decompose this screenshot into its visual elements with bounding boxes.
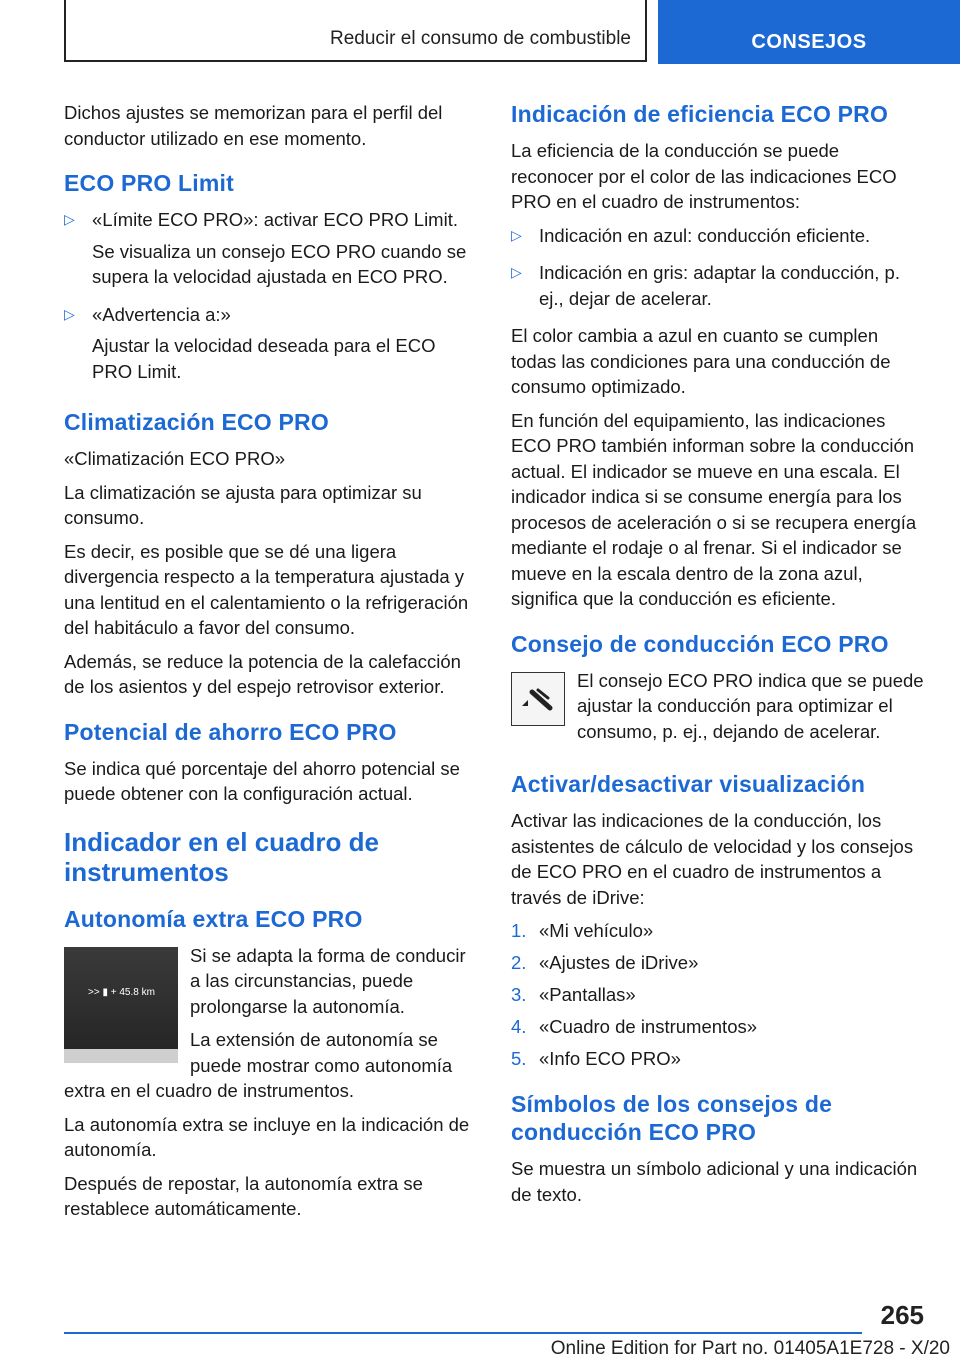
triangle-bullet-icon: ▷ (64, 305, 75, 322)
eco-tip-symbol (511, 672, 565, 726)
intro-paragraph: Dichos ajustes se memorizan para el perfil del conductor utilizado en ese momento. (64, 102, 443, 149)
list-item (64, 207, 478, 296)
footer-edition: Online Edition for Part no. 01405A1E728 - X/20 (550, 1338, 950, 1359)
step-item (511, 1046, 925, 1072)
dashboard-range-image (64, 947, 178, 1063)
left-column (64, 100, 478, 1230)
paragraph: Después de repostar, la autonomía extra se restablece automáticamente. (64, 1172, 423, 1219)
heading-eco-limit: ECO PRO Limit (64, 170, 235, 196)
step-item (511, 918, 925, 944)
list-item-main: «Advertencia a:» (92, 303, 231, 325)
step-item (511, 1014, 925, 1040)
step-number: 5. (511, 1048, 527, 1069)
heading-activar: Activar/desactivar visualización (511, 771, 866, 797)
step-label: «Pantallas» (539, 984, 636, 1005)
right-column (511, 100, 925, 1215)
heading-eficiencia: Indicación de eficiencia ECO PRO (511, 101, 889, 127)
step-label: «Mi vehículo» (539, 920, 654, 941)
foot-off-pedal-icon (518, 684, 558, 714)
paragraph: Si se adapta la forma de conducir a las circunstancias, puede prolongarse la autonomía. (190, 944, 466, 1017)
step-item (511, 950, 925, 976)
triangle-bullet-icon: ▷ (64, 211, 75, 227)
chapter-label: CONSEJOS (751, 31, 867, 53)
heading-simbolos: Símbolos de los consejos de conducción ECO PRO (511, 1091, 833, 1145)
list-item (511, 260, 925, 317)
list-item-sub: Ajustar la velocidad deseada para el ECO PRO Limit. (92, 335, 436, 382)
heading-potencial-ahorro: Potencial de ahorro ECO PRO (64, 718, 397, 745)
paragraph: En función del equipamiento, las indicaciones ECO PRO también informan sobre la conducción actual. El indicador se mueve en una escala. El indicador indica si se consume energía para los procesos de aceleración o si se recupera energía mediante el rodaje o al frenar. Si el indicador se mueve en la escala dentro de la zona azul, significa que la conducción es eficiente. (511, 409, 917, 609)
paragraph: «Climatización ECO PRO» (64, 448, 286, 469)
list-item-main: Indicación en gris: adaptar la conducción, p. ej., dejar de acelerar. (539, 262, 900, 309)
step-number: 1. (511, 920, 527, 941)
list-item (511, 223, 925, 255)
header-chapter-tab[interactable] (658, 0, 960, 64)
list-item-sub: Se visualiza un consejo ECO PRO cuando se supera la velocidad ajustada en ECO PRO. (92, 240, 467, 287)
list-item-main: Indicación en azul: conducción eficiente. (539, 224, 871, 246)
triangle-bullet-icon: ▷ (511, 264, 522, 280)
step-label: «Ajustes de iDrive» (539, 952, 699, 973)
range-readout: >> ▮ + 45.8 km (88, 986, 155, 998)
list-item (64, 302, 478, 391)
header-section-title (64, 0, 647, 62)
paragraph: El color cambia a azul en cuanto se cumplen todas las condiciones para una conducción de consumo optimizado. (511, 325, 891, 397)
footer-divider (64, 1332, 862, 1334)
step-item (511, 982, 925, 1008)
list-item-main: «Límite ECO PRO»: activar ECO PRO Limit. (92, 209, 458, 230)
paragraph: Es decir, es posible que se dé una ligera divergencia respecto a la temperatura ajustada y una lentitud en el calentamiento o la refrigeración del habitáculo a favor del consumo. (64, 540, 469, 638)
page-number: 265 (880, 1300, 924, 1330)
paragraph: Se indica qué porcentaje del ahorro potencial se puede obtener con la configuración actual. (64, 757, 460, 804)
heading-consejo: Consejo de conducción ECO PRO (511, 630, 889, 657)
paragraph: El consejo ECO PRO indica que se puede ajustar la conducción para optimizar el consumo, p. ej., dejando de acelerar. (577, 669, 924, 742)
step-number: 4. (511, 1016, 527, 1037)
step-label: «Cuadro de instrumentos» (539, 1016, 758, 1037)
paragraph: Se muestra un símbolo adicional y una indicación de texto. (511, 1158, 918, 1205)
step-label: «Info ECO PRO» (539, 1048, 681, 1069)
triangle-bullet-icon: ▷ (511, 226, 522, 243)
paragraph: La autonomía extra se incluye en la indicación de autonomía. (64, 1113, 470, 1160)
paragraph: La eficiencia de la conducción se puede reconocer por el color de las indicaciones ECO PRO en el cuadro de instrumentos: (511, 140, 897, 212)
paragraph: La climatización se ajusta para optimizar su consumo. (64, 481, 422, 528)
step-number: 3. (511, 984, 527, 1005)
heading-autonomia-extra: Autonomía extra ECO PRO (64, 905, 363, 932)
paragraph: Además, se reduce la potencia de la calefacción de los asientos y del espejo retrovisor exterior. (64, 650, 461, 697)
section-title-text: Reducir el consumo de combustible (330, 28, 631, 49)
heading-indicador: Indicador en el cuadro de instrumentos (64, 826, 379, 887)
paragraph: Activar las indicaciones de la conducción, los asistentes de cálculo de velocidad y los consejos de ECO PRO en el cuadro de instrumentos a través de iDrive: (511, 810, 914, 908)
paragraph: La extensión de autonomía se puede mostrar como autonomía extra en el cuadro de instrumentos. (64, 1029, 453, 1101)
heading-climatizacion: Climatización ECO PRO (64, 409, 329, 435)
step-number: 2. (511, 952, 527, 973)
